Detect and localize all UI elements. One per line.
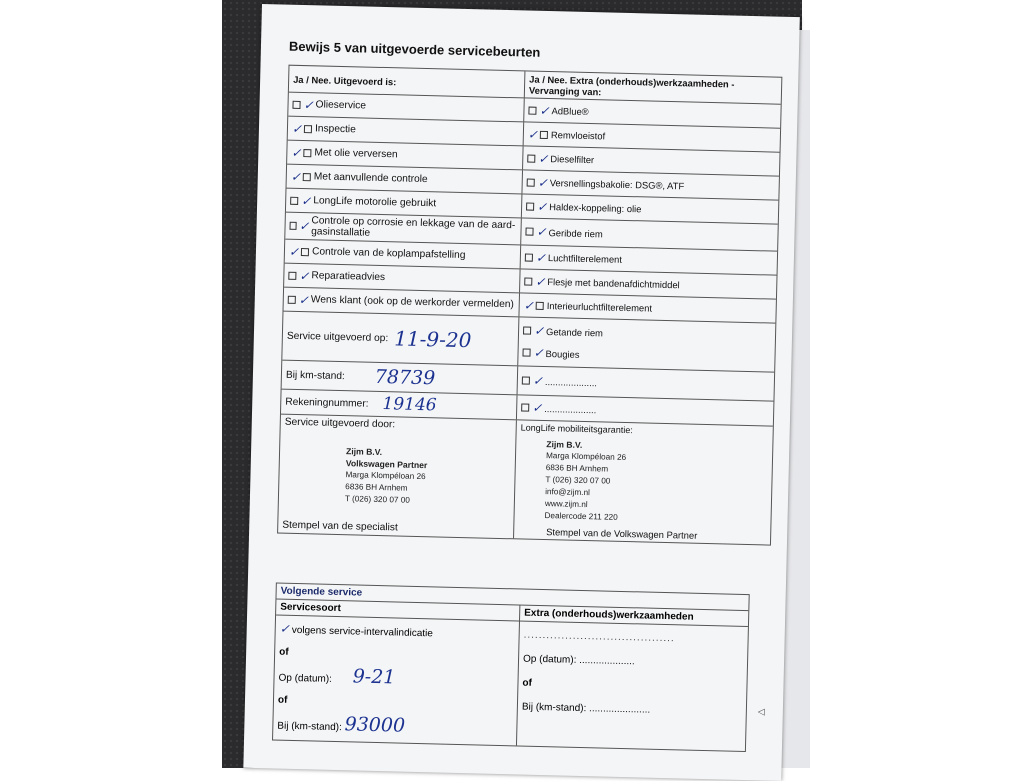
next-extra-work: ........................................ Op (datum): .................... of Bij (km-stand): ...................... bbox=[521, 629, 675, 716]
next-service-title: Volgende service bbox=[280, 585, 363, 599]
service-date-field: Service uitgevoerd op: 11-9-20 bbox=[282, 312, 519, 366]
arrow-icon: ◁ bbox=[757, 706, 765, 717]
next-km-value: 93000 bbox=[344, 713, 406, 737]
checkbox[interactable] bbox=[288, 271, 296, 279]
right-item: ✓ .................... bbox=[517, 395, 774, 425]
checkbox[interactable] bbox=[540, 130, 548, 138]
stamp-right-label: Stempel van de Volkswagen Partner bbox=[546, 526, 698, 541]
km-field: Bij km-stand: 78739 bbox=[282, 361, 519, 395]
checkbox[interactable] bbox=[525, 253, 533, 261]
stamp-left-label: Stempel van de specialist bbox=[282, 519, 398, 534]
dealer-stamp-right: Zijm B.V. Marga Klompéloan 26 6836 BH Arnhem T (026) 320 07 00 info@zijm.nl www.zijm.nl Dealercode 211 220 bbox=[544, 438, 627, 522]
invoice-field: Rekeningnummer: 19146 bbox=[281, 390, 518, 420]
right-item: ✓ Dieselfilter bbox=[523, 146, 779, 175]
extra-header: Extra (onderhouds)werkzaamheden bbox=[524, 607, 694, 623]
right-item: ✓ AdBlue® bbox=[524, 98, 780, 127]
right-item: ✓ Versnellingsbakolie: DSG®, ATF bbox=[522, 170, 778, 199]
checkbox[interactable] bbox=[303, 173, 311, 181]
invoice-value: 19146 bbox=[382, 394, 437, 416]
next-service-type: ✓ volgens service-intervalindicatie of Op (datum): 9-21 of Bij (km-stand): 93000 bbox=[273, 616, 520, 746]
longlife-label: LongLife mobiliteitsgarantie: bbox=[520, 422, 633, 436]
checkbox[interactable] bbox=[289, 222, 296, 230]
checkbox[interactable] bbox=[290, 196, 298, 204]
left-item: ✓ Controle op corrosie en lekkage van de aard-gasinstallatie bbox=[285, 213, 522, 245]
right-item: ✓ Geribde riem bbox=[521, 218, 778, 250]
service-type-header: Servicesoort bbox=[276, 600, 520, 621]
performed-by-label: Service uitgevoerd door: bbox=[284, 416, 396, 431]
right-item: ✓ Flesje met bandenafdichtmiddel bbox=[520, 269, 776, 298]
right-item: ✓ Bougies bbox=[522, 345, 579, 360]
right-item: ✓ Haldex-koppeling: olie bbox=[522, 194, 778, 223]
checkbox[interactable] bbox=[525, 228, 533, 236]
checkbox[interactable] bbox=[304, 125, 312, 133]
service-date-value: 11-9-20 bbox=[393, 326, 472, 353]
checkbox[interactable] bbox=[536, 301, 544, 309]
left-item: ✓ Olieservice bbox=[288, 93, 524, 122]
right-item: ✓ Getande riem bbox=[523, 323, 603, 339]
checkbox[interactable] bbox=[288, 295, 296, 303]
left-item: ✓ Reparatieadvies bbox=[284, 264, 520, 293]
left-item: ✓ Controle van de koplampafstelling bbox=[285, 240, 521, 269]
left-item: ✓ LongLife motorolie gebruikt bbox=[286, 189, 522, 218]
next-date-value: 9-21 bbox=[352, 665, 396, 689]
dealer-stamp-left: Zijm B.V. Volkswagen Partner Marga Klompéloan 26 6836 BH Arnhem T (026) 320 07 00 bbox=[344, 446, 428, 505]
right-item: ✓ Luchtfilterelement bbox=[521, 245, 777, 274]
checkbox[interactable] bbox=[524, 277, 532, 285]
left-item: ✓ Wens klant (ook op de werkorder vermelden) bbox=[284, 288, 520, 317]
left-header: Ja / Nee. Uitgevoerd is: bbox=[289, 66, 526, 98]
checkbox[interactable] bbox=[528, 106, 536, 114]
left-item: ✓ Met olie verversen bbox=[287, 141, 523, 170]
left-item: ✓ Inspectie bbox=[288, 117, 524, 146]
service-booklet-page bbox=[243, 4, 800, 781]
checkbox[interactable] bbox=[303, 149, 311, 157]
next-service-table bbox=[272, 583, 750, 753]
service-table bbox=[277, 65, 782, 546]
right-item: ✓ .................... bbox=[518, 366, 775, 400]
right-header: Ja / Nee. Extra (onderhouds)werkzaamheden - Vervanging van: bbox=[528, 73, 735, 98]
checkbox[interactable] bbox=[526, 202, 534, 210]
right-item: ✓ Interieurluchtfilterelement bbox=[523, 297, 653, 314]
checkbox[interactable] bbox=[301, 248, 309, 256]
checkbox[interactable] bbox=[292, 100, 300, 108]
left-item: ✓ Met aanvullende controle bbox=[287, 165, 523, 194]
checkbox[interactable] bbox=[527, 178, 535, 186]
checkbox[interactable] bbox=[527, 154, 535, 162]
page-title: Bewijs 5 van uitgevoerde servicebeurten bbox=[288, 38, 541, 60]
right-item: ✓ Remvloeistof bbox=[527, 127, 606, 142]
km-value: 78739 bbox=[374, 365, 436, 390]
